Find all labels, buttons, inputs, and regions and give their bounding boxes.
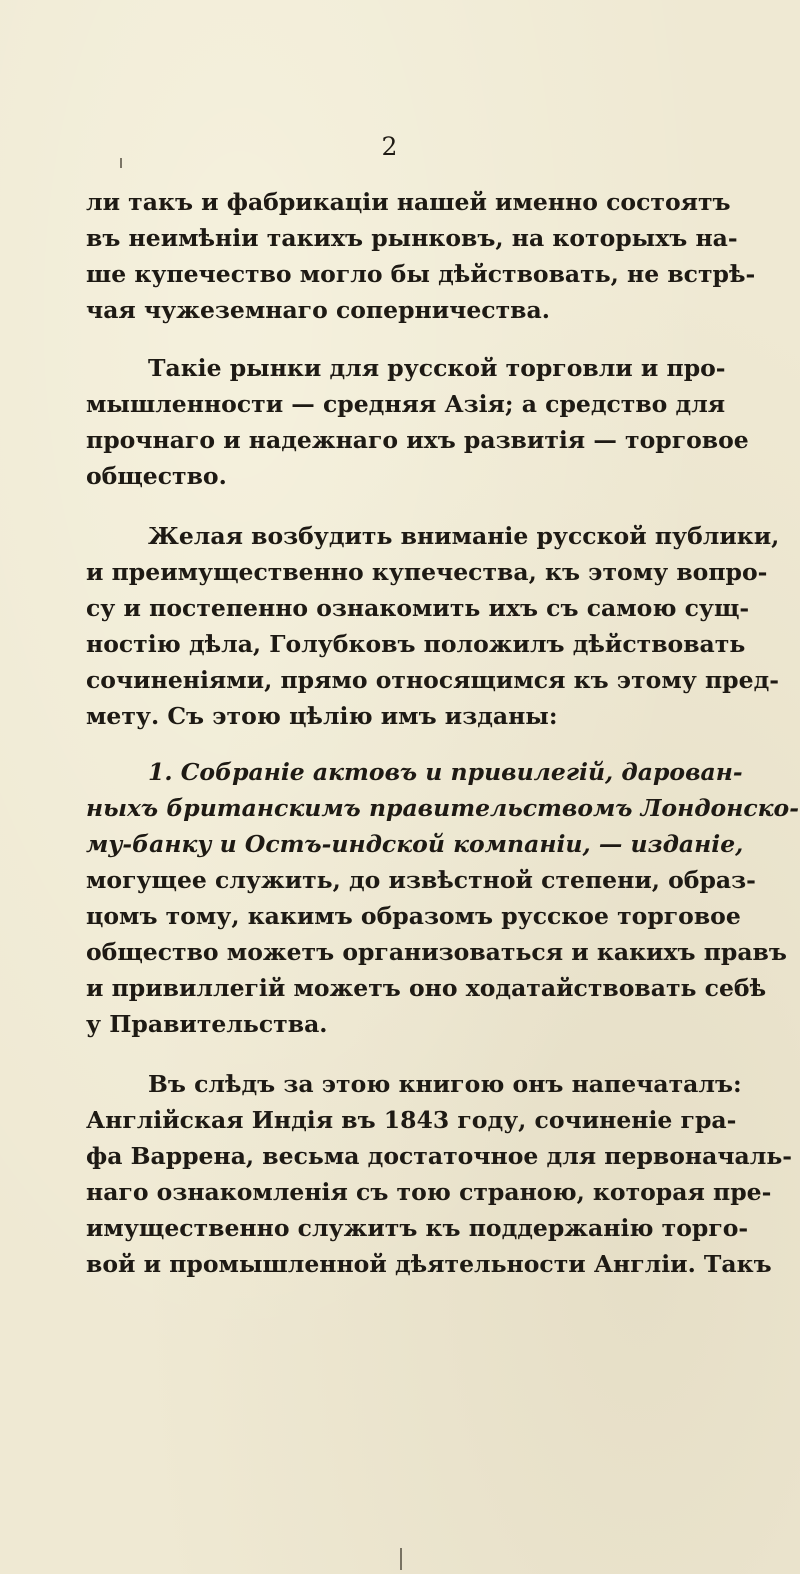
text-line: Англійская Индія въ 1843 году, сочиненіе гра- [86, 1106, 737, 1134]
text-line: ше купечество могло бы дѣйствовать, не встрѣ- [86, 260, 756, 288]
text-line: вой и промышленной дѣятельности Англіи. Такъ [86, 1250, 772, 1278]
text-line: Такіе рынки для русской торговли и про- [148, 354, 726, 382]
text-line: ныхъ британскимъ правительствомъ Лондонско- [86, 794, 799, 822]
paragraph-1 [86, 184, 756, 328]
paragraph-2 [86, 350, 749, 494]
text-line: ли такъ и фабрикаціи нашей именно состоятъ [86, 188, 731, 216]
text-line: и преимущественно купечества, къ этому вопро- [86, 558, 768, 586]
text-line: чая чужеземнаго соперничества. [86, 296, 550, 324]
paragraph-5 [86, 1066, 793, 1282]
text-line: су и постепенно ознакомить ихъ съ самою сущ- [86, 594, 750, 622]
text-line: общество можетъ организоваться и какихъ правъ [86, 938, 787, 966]
text-line: мышленности — средняя Азія; а средство для [86, 390, 726, 418]
text-line: общество. [86, 462, 227, 490]
text-line: Въ слѣдъ за этою книгою онъ напечаталъ: [148, 1070, 742, 1098]
text-line: ностію дѣла, Голубковъ положилъ дѣйствовать [86, 630, 746, 658]
text-line: прочнаго и надежнаго ихъ развитія — торговое [86, 426, 749, 454]
text-line: фа Варрена, весьма достаточное для первоначаль- [86, 1142, 793, 1170]
text-line: имущественно служитъ къ поддержанію торго- [86, 1214, 749, 1242]
ink-speck [400, 1548, 402, 1570]
text-line: могущее служить, до извѣстной степени, образ- [86, 866, 756, 894]
page-number: 2 [381, 132, 399, 161]
text-line: у Правительства. [86, 1010, 328, 1038]
text-line: Желая возбудить вниманіе русской публики, [148, 522, 780, 550]
text-line: цомъ тому, какимъ образомъ русское торговое [86, 902, 741, 930]
text-line: наго ознакомленія съ тою страною, которая пре- [86, 1178, 772, 1206]
text-line: 1. Собраніе актовъ и привилегій, дарован- [148, 758, 743, 786]
text-line: въ неимѣніи такихъ рынковъ, на которыхъ на- [86, 224, 738, 252]
text-line: сочиненіями, прямо относящимся къ этому пред- [86, 666, 779, 694]
ink-speck [120, 158, 122, 168]
paragraph-3 [86, 518, 780, 734]
paragraph-4 [86, 754, 799, 1042]
text-line: мету. Съ этою цѣлію имъ изданы: [86, 702, 558, 730]
text-line: му-банку и Остъ-индской компаніи, — изданіе, [86, 830, 744, 858]
text-line: и привиллегій можетъ оно ходатайствовать себѣ [86, 974, 767, 1002]
